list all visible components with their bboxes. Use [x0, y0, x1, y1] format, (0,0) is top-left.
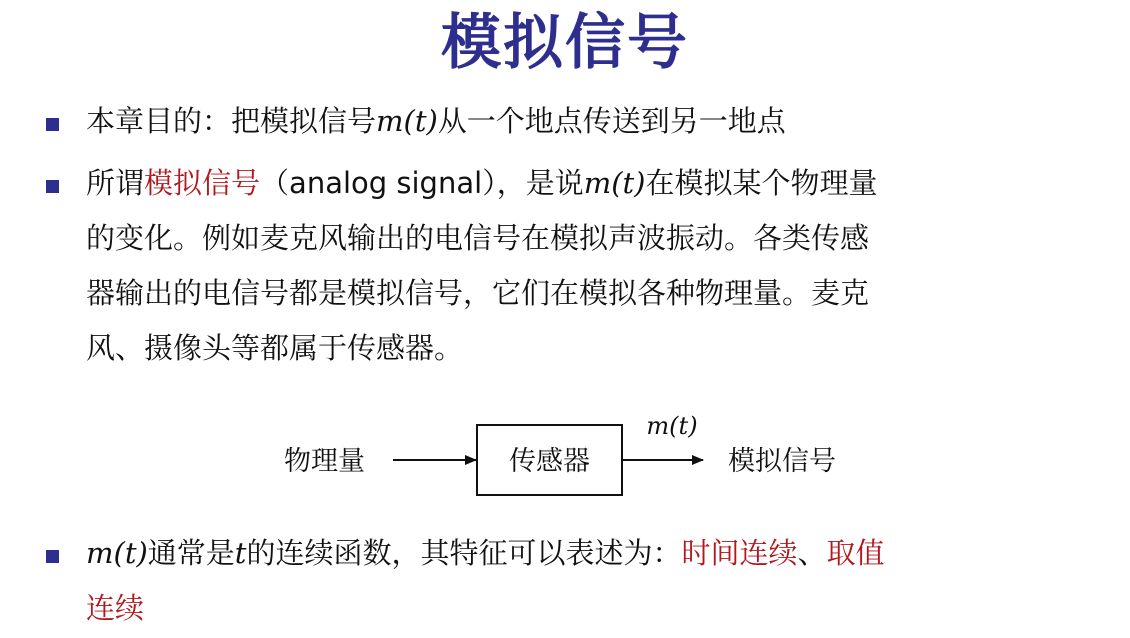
text: （	[260, 166, 290, 200]
bullet-3-text	[86, 526, 885, 636]
latin-term: analog signal	[289, 166, 483, 200]
text: 从一个地点传送到另一地点	[437, 104, 786, 138]
diagram-input-label: 物理量	[284, 446, 365, 477]
text: 在模拟某个物理量	[645, 166, 878, 200]
math-m-t: m(t)	[583, 166, 646, 200]
highlight-continuous: 连续	[86, 591, 145, 625]
diagram-output-label: 模拟信号	[728, 446, 836, 477]
bullet-2-line-2: 的变化。例如麦克风输出的电信号在模拟声波振动。各类传感	[86, 221, 870, 255]
text: 所谓	[86, 166, 145, 200]
highlight-analog-signal: 模拟信号	[144, 166, 261, 200]
highlight-value: 取值	[826, 536, 885, 570]
bullet-2-line-3: 器输出的电信号都是模拟信号，它们在模拟各种物理量。麦克	[86, 276, 870, 310]
text: ），是说	[482, 166, 584, 200]
math-m-t: m(t)	[376, 104, 438, 138]
slide-title: 模拟信号	[441, 8, 689, 78]
sensor-box-label: 传感器	[509, 446, 590, 477]
text: 的连续函数，其特征可以表述为：	[246, 536, 682, 570]
math-m-t: m(t)	[86, 536, 148, 570]
bullet-2-line-4: 风、摄像头等都属于传感器。	[86, 331, 464, 365]
bullet-3-line-1	[86, 526, 885, 581]
text: 、	[797, 536, 827, 570]
math-t: t	[234, 536, 247, 570]
text: 本章目的：把模拟信号	[86, 104, 377, 138]
bullet-marker	[46, 550, 59, 563]
highlight-time-continuous: 时间连续	[681, 536, 798, 570]
text: 通常是	[147, 536, 235, 570]
signal-label: m(t)	[646, 412, 698, 440]
